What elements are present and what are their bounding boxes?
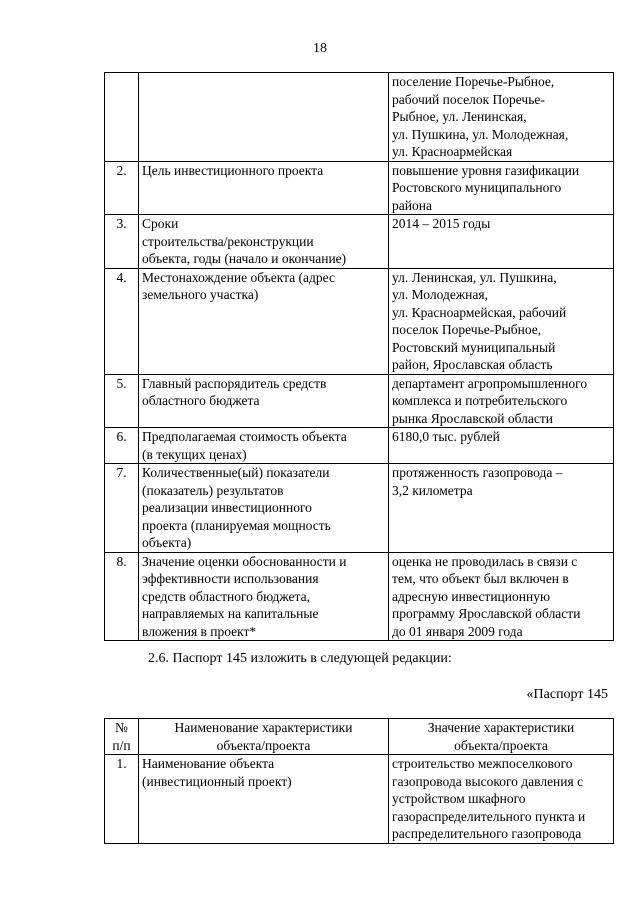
row-number: 5. <box>105 374 139 428</box>
table-row <box>105 161 614 215</box>
row-number: 7. <box>105 464 139 553</box>
row-number <box>105 73 139 162</box>
characteristic-name: Количественные(ый) показатели (показатель) результатов реализации инвестиционного проекта (планируемая мощность объекта) <box>139 464 389 553</box>
header-characteristic-value: Значение характеристики объекта/проекта <box>389 719 614 755</box>
characteristic-name: Наименование объекта (инвестиционный проект) <box>139 755 389 844</box>
characteristic-value: департамент агропромышленного комплекса и потребительского рынка Ярославской области <box>389 374 614 428</box>
row-number: 2. <box>105 161 139 215</box>
characteristic-name: Цель инвестиционного проекта <box>139 161 389 215</box>
characteristic-name: Местонахождение объекта (адрес земельного участка) <box>139 268 389 374</box>
passport-table-continued <box>104 72 614 641</box>
characteristic-name: Предполагаемая стоимость объекта (в текущих ценах) <box>139 428 389 464</box>
characteristic-value: ул. Ленинская, ул. Пушкина, ул. Молодежная, ул. Красноармейская, рабочий поселок Поречье-Рыбное, Ростовский муниципальный район, Ярославская область <box>389 268 614 374</box>
page-number: 18 <box>313 41 327 56</box>
row-number: 3. <box>105 215 139 269</box>
characteristic-name <box>139 73 389 162</box>
table-row <box>105 73 614 162</box>
characteristic-value: поселение Поречье-Рыбное, рабочий поселок Поречье- Рыбное, ул. Ленинская, ул. Пушкина, ул. Молодежная, ул. Красноармейская <box>389 73 614 162</box>
characteristic-name: Значение оценки обоснованности и эффективности использования средств областного бюджета, направляемых на капитальные вложения в проект* <box>139 552 389 641</box>
table-header-row <box>105 719 614 755</box>
passport-145-table <box>104 718 614 844</box>
characteristic-value: 6180,0 тыс. рублей <box>389 428 614 464</box>
table-row <box>105 215 614 269</box>
characteristic-value: 2014 – 2015 годы <box>389 215 614 269</box>
amendment-paragraph: 2.6. Паспорт 145 изложить в следующей редакции: <box>148 651 452 666</box>
row-number: 6. <box>105 428 139 464</box>
table-row <box>105 268 614 374</box>
table-row <box>105 552 614 641</box>
header-characteristic-name: Наименование характеристики объекта/проекта <box>139 719 389 755</box>
table-row <box>105 428 614 464</box>
characteristic-value: строительство межпоселкового газопровода высокого давления с устройством шкафного газораспределительного пункта и распределительного газопровода <box>389 755 614 844</box>
characteristic-value: оценка не проводилась в связи с тем, что объект был включен в адресную инвестиционную программу Ярославской области до 01 января 2009 года <box>389 552 614 641</box>
characteristic-name: Главный распорядитель средств областного бюджета <box>139 374 389 428</box>
header-number: № п/п <box>105 719 139 755</box>
row-number: 4. <box>105 268 139 374</box>
characteristic-value: повышение уровня газификации Ростовского муниципального района <box>389 161 614 215</box>
passport-title: «Паспорт 145 <box>526 687 608 702</box>
table-row <box>105 464 614 553</box>
table-row <box>105 374 614 428</box>
row-number: 1. <box>105 755 139 844</box>
row-number: 8. <box>105 552 139 641</box>
characteristic-name: Сроки строительства/реконструкции объекта, годы (начало и окончание) <box>139 215 389 269</box>
table-row <box>105 755 614 844</box>
characteristic-value: протяженность газопровода – 3,2 километра <box>389 464 614 553</box>
